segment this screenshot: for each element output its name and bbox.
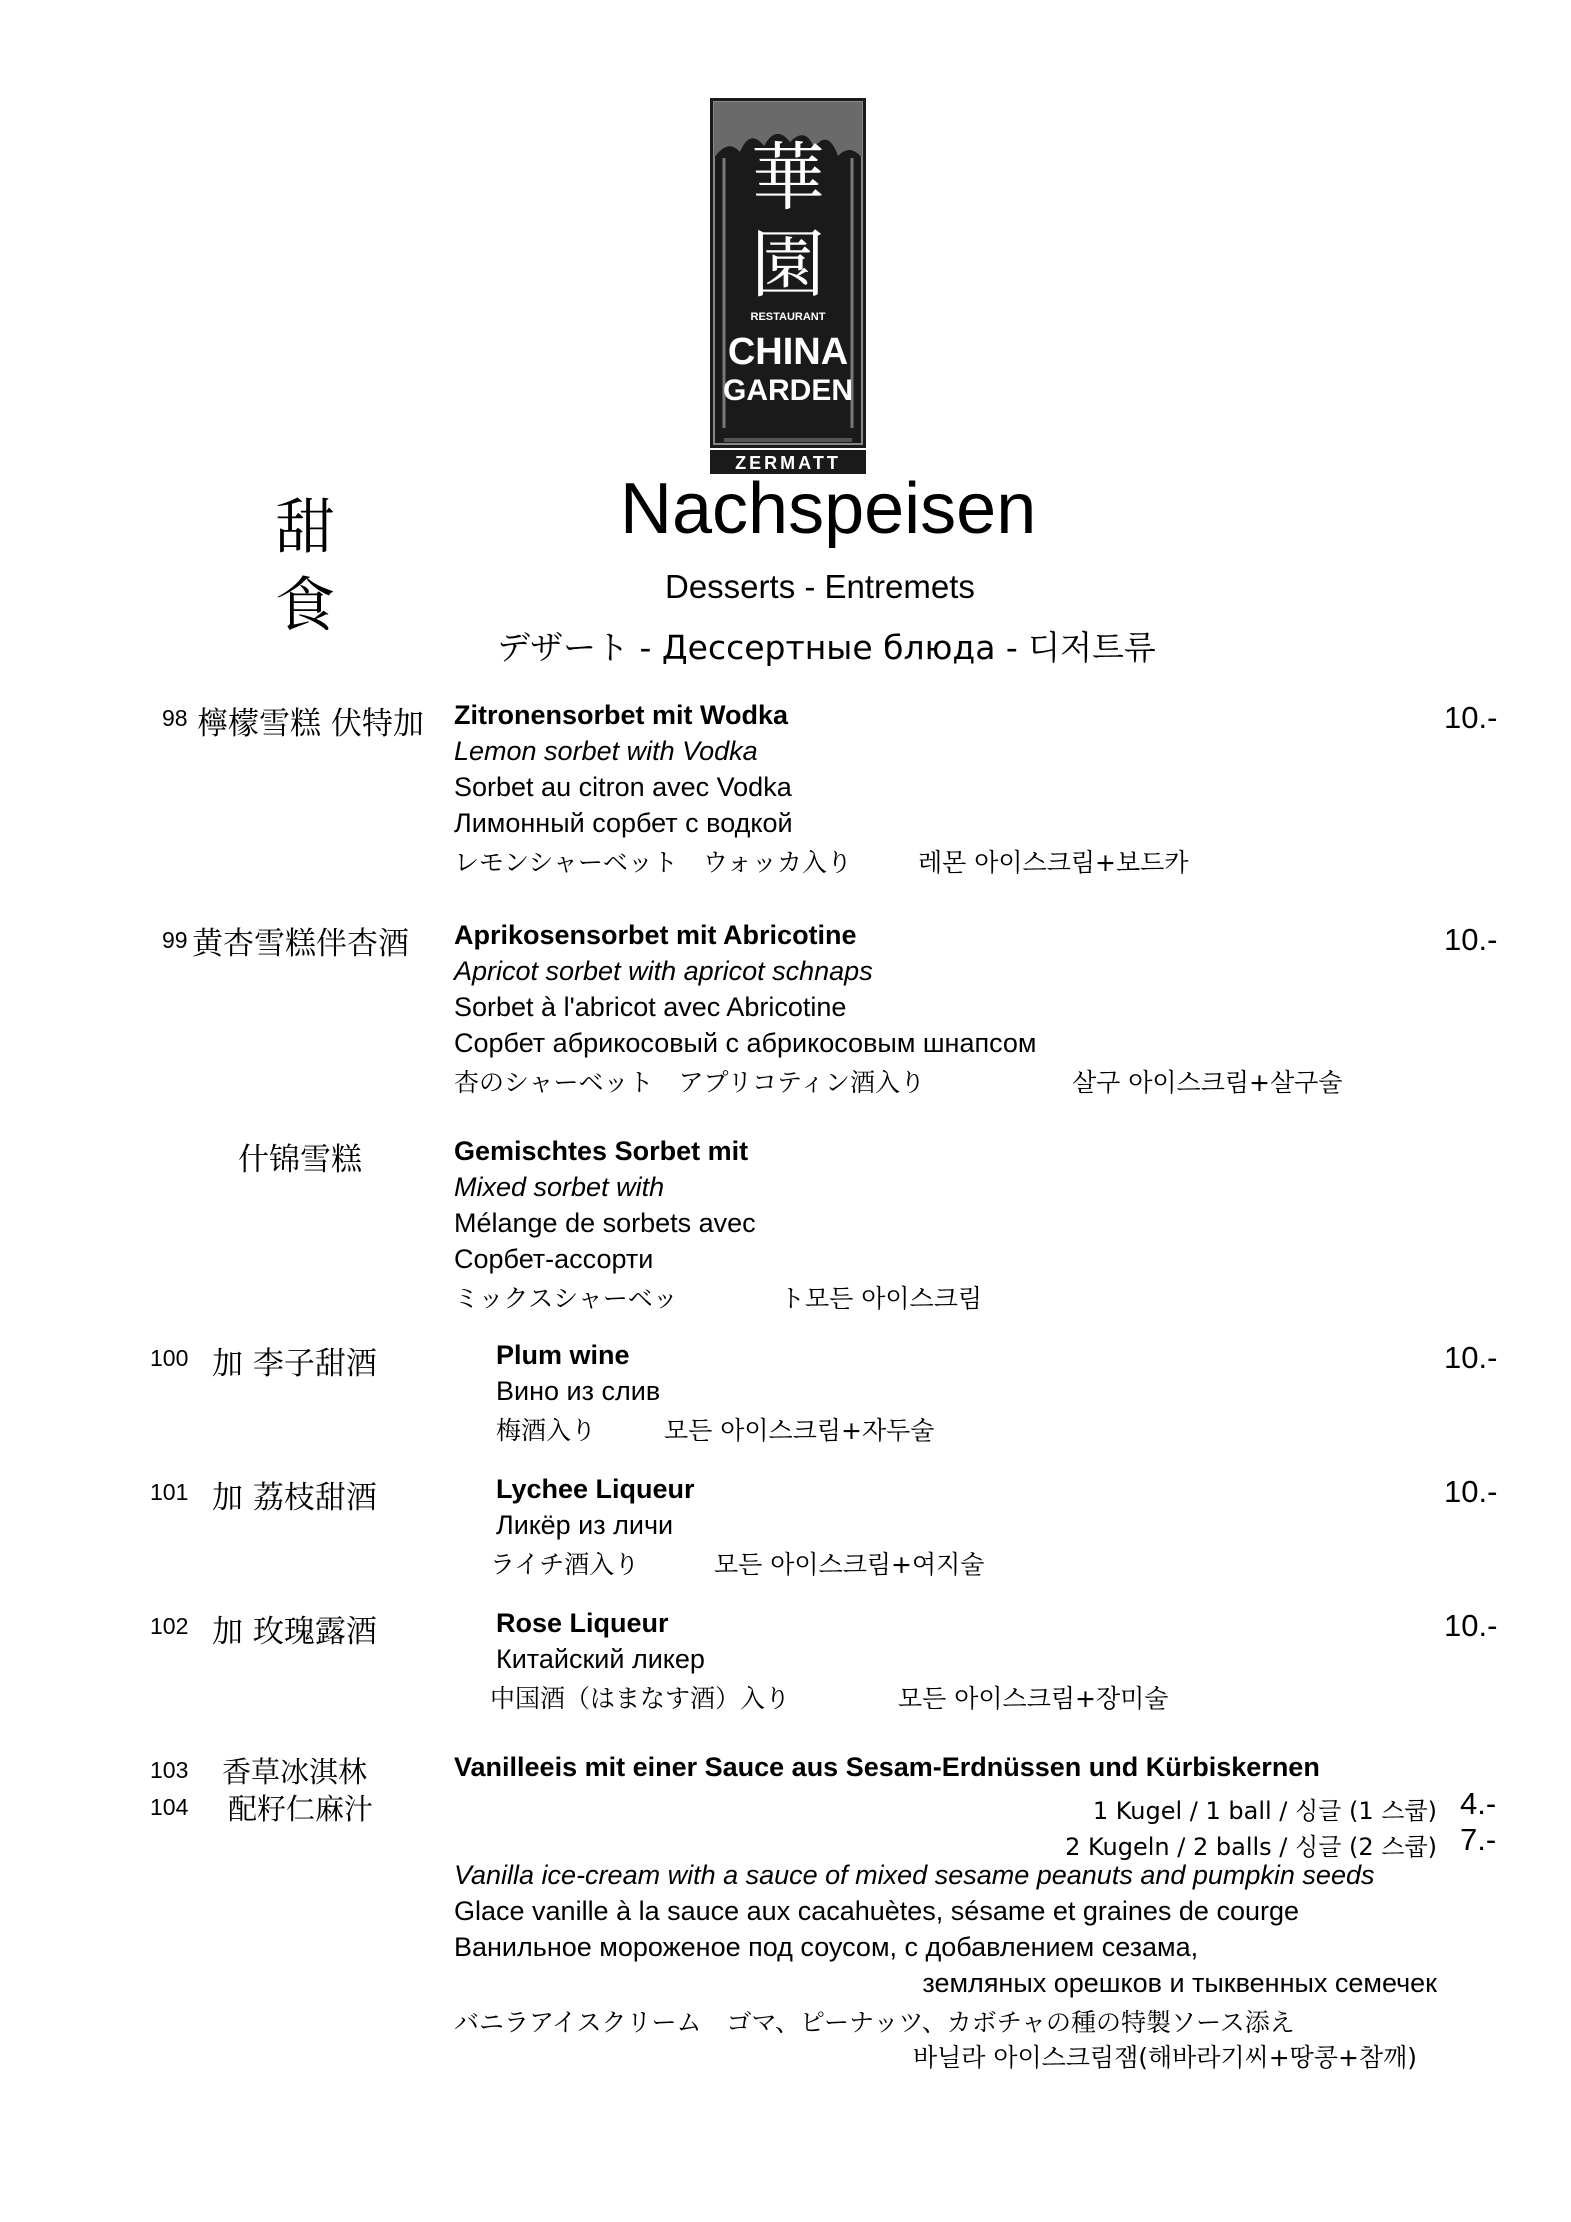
- item-name-de: Vanilleeis mit einer Sauce aus Sesam-Erdnüssen und Kürbiskernen: [454, 1752, 1320, 1782]
- item-name-ko: 바닐라 아이스크림잼(해바라기씨+땅콩+참깨): [912, 2043, 1417, 2072]
- option-2-price: 7.-: [1460, 1822, 1497, 1857]
- item-name-en: Vanilla ice-cream with a sauce of mixed sesame peanuts and pumpkin seeds: [454, 1860, 1375, 1890]
- item-number-103: 103: [150, 1757, 189, 1783]
- logo-restaurant: RESTAURANT: [750, 311, 826, 323]
- item-name-en: Lychee Liqueur: [496, 1474, 695, 1504]
- item-name-ja: ライチ酒入り: [490, 1550, 640, 1579]
- item-price: 10.-: [1444, 1608, 1498, 1643]
- item-chinese-name: 檸檬雪糕 伏特加: [197, 706, 424, 742]
- page-subtitle-multilang: デザート - Десcертные блюда - 디저트류: [497, 628, 1156, 667]
- item-name-ru: Ликёр из личи: [496, 1510, 674, 1540]
- item-name-ja: レモンシャーベット ウォッカ入り: [454, 848, 852, 877]
- item-name-ko: 살구 아이스크림+살구술: [1072, 1068, 1343, 1097]
- item-name-ko: 모든 아이스크림+여지술: [714, 1550, 985, 1579]
- item-name-en: Plum wine: [496, 1340, 630, 1370]
- item-chinese-name: 黄杏雪糕伴杏酒: [192, 926, 409, 962]
- item-number-104: 104: [150, 1794, 189, 1820]
- item-name-fr: Glace vanille à la sauce aux cacahuètes, sésame et graines de courge: [454, 1896, 1300, 1926]
- item-name-en: Rose Liqueur: [496, 1608, 669, 1638]
- item-chinese-name: 加 荔枝甜酒: [212, 1480, 377, 1516]
- item-name-ja: ミックスシャーベッ: [454, 1284, 678, 1313]
- item-price: 10.-: [1444, 700, 1498, 735]
- item-name-ko: ト모든 아이스크림: [780, 1284, 982, 1313]
- item-number: 100: [150, 1345, 189, 1371]
- item-name-ru-2: земляных орешков и тыквенных семечек: [922, 1968, 1437, 1998]
- item-name-ja: 杏のシャーベット アプリコティン酒入り: [454, 1068, 926, 1097]
- item-name-de: Zitronensorbet mit Wodka: [454, 700, 789, 730]
- logo-name-line-1: CHINA: [727, 331, 849, 373]
- page-subtitle: Desserts - Entremets: [665, 568, 975, 605]
- item-name-ko: 모든 아이스크림+자두술: [664, 1416, 935, 1445]
- option-2-label: 2 Kugeln / 2 balls / 싱글 (2 스쿱): [1065, 1833, 1437, 1861]
- item-chinese-name: 加 玫瑰露酒: [212, 1614, 377, 1650]
- item-name-fr: Mélange de sorbets avec: [454, 1208, 756, 1238]
- logo-char-1: 華: [751, 135, 825, 221]
- item-name-ja: 中国酒（はまなす酒）入り: [490, 1684, 791, 1713]
- page-title: Nachspeisen: [620, 469, 1037, 549]
- item-number: 98: [162, 705, 188, 731]
- item-name-ru: Сорбет-ассорти: [454, 1244, 654, 1274]
- side-chinese-2: 食: [275, 571, 335, 641]
- option-1-label: 1 Kugel / 1 ball / 싱글 (1 스쿱): [1092, 1797, 1437, 1825]
- item-name-ru: Китайский ликер: [496, 1644, 705, 1674]
- item-name-fr: Sorbet à l'abricot avec Abricotine: [454, 992, 847, 1022]
- item-chinese-name: 加 李子甜酒: [212, 1346, 377, 1382]
- item-name-en: Apricot sorbet with apricot schnaps: [454, 956, 873, 986]
- item-number: 102: [150, 1613, 189, 1639]
- item-number: 101: [150, 1479, 189, 1505]
- restaurant-logo: [710, 98, 866, 474]
- item-name-ru-1: Ванильное мороженое под соусом, с добавлением сезама,: [454, 1932, 1199, 1962]
- item-price: 10.-: [1444, 1340, 1498, 1375]
- item-price: 10.-: [1444, 922, 1498, 957]
- logo-char-2: 園: [751, 222, 825, 308]
- logo-name-line-2: GARDEN: [722, 374, 854, 407]
- item-chinese-name-2: 配籽仁麻汁: [228, 1792, 374, 1826]
- item-name-en: Mixed sorbet with: [454, 1172, 665, 1202]
- item-name-de: Aprikosensorbet mit Abricotine: [454, 920, 857, 950]
- item-price: 10.-: [1444, 1474, 1498, 1509]
- item-name-de: Gemischtes Sorbet mit: [454, 1136, 749, 1166]
- option-1-price: 4.-: [1460, 1786, 1497, 1821]
- item-name-en: Lemon sorbet with Vodka: [454, 736, 758, 766]
- item-name-ja: 梅酒入り: [496, 1416, 597, 1445]
- item-name-ja: バニラアイスクリーム ゴマ、ピーナッツ、カボチャの種の特製ソース添え: [454, 2008, 1295, 2037]
- item-number: 99: [162, 927, 188, 953]
- item-name-ru: Лимонный сорбет с водкой: [454, 808, 793, 838]
- side-chinese-1: 甜: [275, 493, 335, 563]
- item-chinese-name-1: 香草冰淇林: [222, 1755, 368, 1789]
- item-name-ko: 모든 아이스크림+장미술: [898, 1684, 1169, 1713]
- item-chinese-name: 什锦雪糕: [238, 1142, 362, 1178]
- logo-place: ZERMATT: [735, 453, 841, 473]
- item-name-fr: Sorbet au citron avec Vodka: [454, 772, 792, 802]
- item-name-ru: Сорбет абрикосовый с абрикосовым шнапсом: [454, 1028, 1037, 1058]
- item-name-ru: Вино из слив: [496, 1376, 661, 1406]
- item-name-ko: 레몬 아이스크림+보드카: [918, 848, 1189, 877]
